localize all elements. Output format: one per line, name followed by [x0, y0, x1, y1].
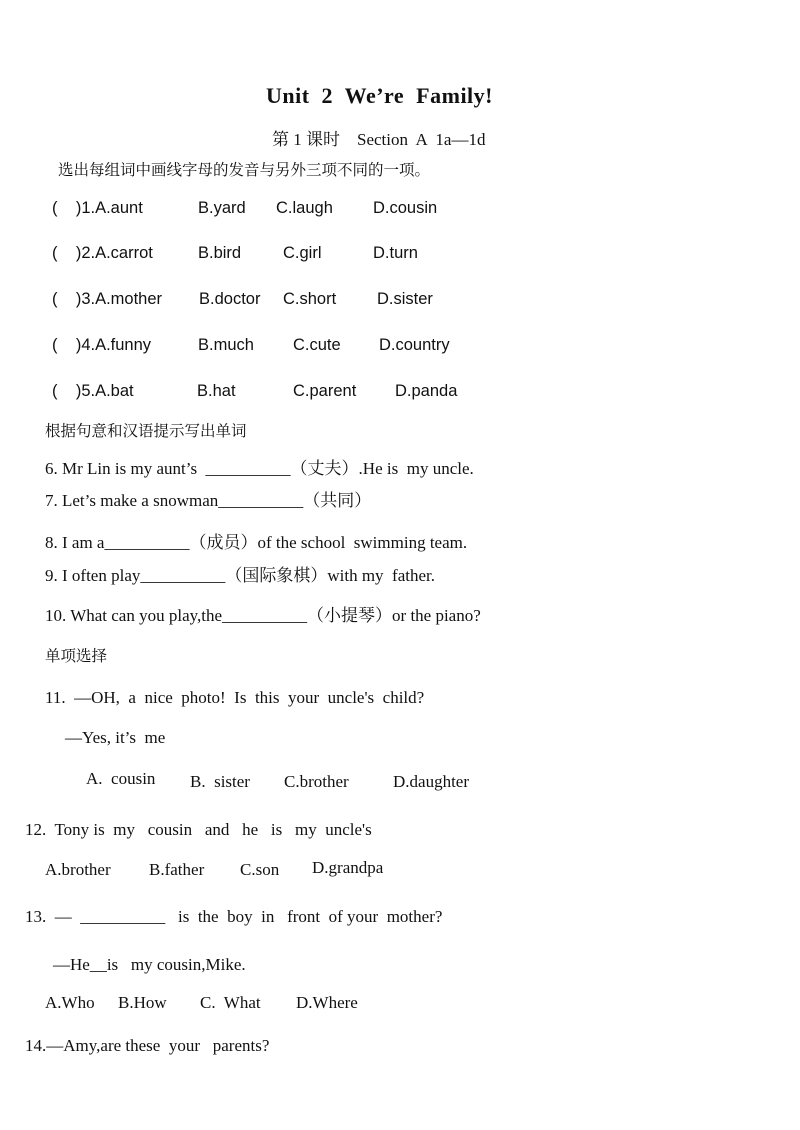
page-subtitle: 第 1 课时 Section A 1a—1d — [272, 130, 486, 149]
question-1-option-b: B.yard — [198, 199, 246, 217]
question-13-stem: 13. — __________ is the boy in front of your mother? — [25, 907, 443, 926]
question-11-option-a: A. cousin — [86, 769, 156, 788]
question-12-option-d: D.grandpa — [312, 858, 384, 877]
question-6: 6. Mr Lin is my aunt’s __________（丈夫）.He is my uncle. — [45, 459, 474, 478]
question-3-option-d: D.sister — [377, 290, 433, 308]
section1-instruction: 选出每组词中画线字母的发音与另外三项不同的一项。 — [58, 161, 431, 179]
question-12-option-c: C.son — [240, 860, 280, 879]
question-4-option-c: C.cute — [293, 336, 341, 354]
question-4-option-d: D.country — [379, 336, 450, 354]
question-5-option-b: B.hat — [197, 382, 236, 400]
question-11-option-b: B. sister — [190, 772, 250, 791]
question-9: 9. I often play__________（国际象棋）with my father. — [45, 566, 436, 585]
page-title: Unit 2 We’re Family! — [266, 83, 493, 108]
question-13-option-a: A.Who — [45, 993, 95, 1012]
question-2-number: ( )2.A.carrot — [52, 244, 153, 262]
question-4-option-b: B.much — [198, 336, 254, 354]
question-12-stem: 12. Tony is my cousin and he is my uncle's — [25, 820, 372, 839]
question-12-option-a: A.brother — [45, 860, 111, 879]
question-2-option-b: B.bird — [198, 244, 242, 262]
question-11-option-d: D.daughter — [393, 772, 470, 791]
question-13-option-c: C. What — [200, 993, 261, 1012]
section3-instruction: 单项选择 — [45, 647, 108, 665]
question-13-option-b: B.How — [118, 993, 167, 1012]
question-3-option-c: C.short — [283, 290, 337, 308]
question-11-stem: 11. —OH, a nice photo! Is this your uncle's child? — [45, 688, 425, 707]
question-5-option-c: C.parent — [293, 382, 357, 400]
question-3-number: ( )3.A.mother — [52, 290, 163, 308]
question-1-option-c: C.laugh — [276, 199, 333, 217]
question-2-option-d: D.turn — [373, 244, 418, 262]
question-11-reply: —Yes, it’s me — [65, 728, 166, 747]
question-5-number: ( )5.A.bat — [52, 382, 134, 400]
question-12-option-b: B.father — [149, 860, 205, 879]
question-7: 7. Let’s make a snowman__________（共同） — [45, 491, 372, 510]
question-13-reply: —He__is my cousin,Mike. — [53, 955, 246, 974]
question-10: 10. What can you play,the__________（小提琴）or the piano? — [45, 606, 481, 625]
question-5-option-d: D.panda — [395, 382, 458, 400]
section2-instruction: 根据句意和汉语提示写出单词 — [45, 422, 247, 440]
question-14-stem: 14.—Amy,are these your parents? — [25, 1036, 270, 1055]
question-3-option-b: B.doctor — [199, 290, 261, 308]
question-4-number: ( )4.A.funny — [52, 336, 152, 354]
question-1-option-d: D.cousin — [373, 199, 438, 217]
question-8: 8. I am a__________（成员）of the school swimming team. — [45, 533, 468, 552]
question-2-option-c: C.girl — [283, 244, 322, 262]
question-11-option-c: C.brother — [284, 772, 349, 791]
question-13-option-d: D.Where — [296, 993, 358, 1012]
question-1-number: ( )1.A.aunt — [52, 199, 143, 217]
